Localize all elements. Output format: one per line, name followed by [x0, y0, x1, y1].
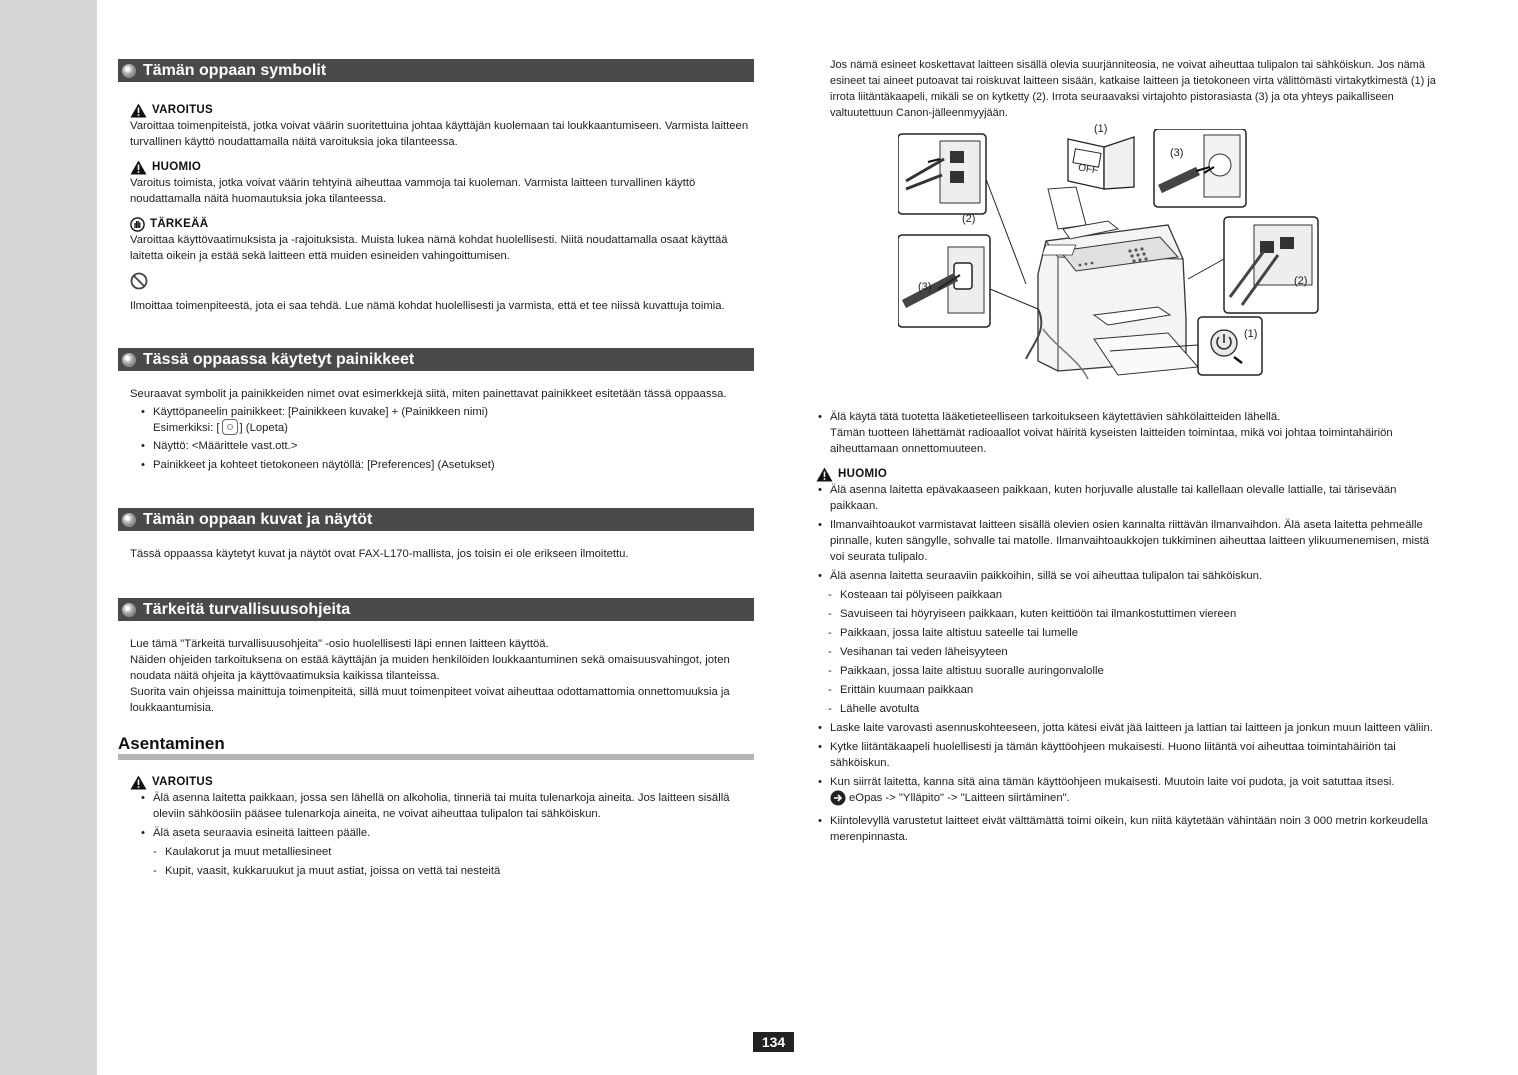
arrow-right-circle-icon [830, 790, 846, 806]
symbol-prohibited-block [130, 272, 754, 314]
symbol-caution-block [130, 159, 754, 207]
images-section-body [130, 546, 754, 562]
safety-section-body [130, 636, 754, 716]
list-item: • Älä asenna laitetta paikkaan, jossa sen lähellä on alkoholia, tinneriä tai muita tulenarkoja aineita. Jos laitteen sisällä oleviin sähköosiin pääsee tulenarkoja aineita, ne voivat aiheuttaa tulipalon tai sähköiskun. [141, 790, 754, 822]
caution-list [818, 482, 1436, 584]
caution-label: HUOMIO [816, 466, 1436, 482]
stop-button-icon [222, 419, 238, 435]
callout-label-1: (1) [1094, 123, 1108, 135]
dash-item: - Erittäin kuumaan paikkaan [816, 682, 1436, 698]
list-item: • Kiintolevyllä varustetut laitteet eivät välttämättä toimi oikein, kun niitä käytetään vähintään noin 3 000 metrin korkeudella merenpinnasta. [818, 813, 1436, 845]
list-item: • Ilmanvaihtoaukot varmistavat laitteen sisällä olevien osien kannalta riittävän ilmanvaihdon. Älä aseta laitetta pehmeälle pinnalle, kuten sängylle, sohvalle tai matolle. Ilmanvaihtoaukkojen tukkiminen aiheuttaa laitteen ylikuumenemisen, mistä voi seurata tulipalo. [818, 517, 1436, 565]
important-description: Varoittaa käyttövaatimuksista ja -rajoituksista. Muista lukea nämä kohdat huolellisesti. Niitä noudattamalla osaat käyttää laitetta oikein ja estää sekä laitteen että muiden esineiden vahingoittumisen. [130, 234, 728, 262]
buttons-intro: Seuraavat symbolit ja painikkeiden nimet ovat esimerkkejä siitä, miten painettavat painikkeet esitetään tässä oppaassa. [130, 388, 727, 400]
installation-warning-block [130, 774, 754, 879]
dash-item: - Paikkaan, jossa laite altistuu sateelle tai lumelle [816, 625, 1436, 641]
subsection-heading-installation: Asentaminen [118, 735, 754, 760]
page-margin-sidebar [0, 0, 97, 1075]
list-item: • Älä asenna laitetta seuraaviin paikkoihin, sillä se voi aiheuttaa tulipalon tai sähköiskun. [818, 568, 1436, 584]
section-header-buttons [118, 348, 754, 371]
section-header-safety [118, 598, 754, 621]
important-label: TÄRKEÄÄ [130, 216, 754, 232]
section-title: Tässä oppaassa käytetyt painikkeet [143, 350, 415, 368]
list-item: • Älä käytä tätä tuotetta lääketieteelliseen tarkoitukseen käytettävien sähkölaitteiden lähellä. Tämän tuotteen lähettämät radioaallot voivat häiritä kyseisten laitteiden toimintaa, mikä voi johtaa toimintahäiriön aiheuttamaan onnettomuuteen. [818, 409, 1436, 457]
dash-item: - Kupit, vaasit, kukkaruukut ja muut astiat, joissa on vettä tai nesteitä [141, 863, 754, 879]
section-header-symbols [118, 59, 754, 82]
safety-paragraph: Suorita vain ohjeissa mainittuja toimenpiteitä, sillä muut toimenpiteet voivat aiheuttaa odottamattomia onnettomuuksia ja loukkaantumisia. [130, 686, 730, 715]
right-column [816, 57, 1436, 845]
disconnect-illustration [898, 123, 1322, 391]
prohibited-icon [130, 272, 148, 290]
list-item: • Näyttö: <Määrittele vast.ott.> [141, 438, 754, 454]
symbol-warning-block [130, 102, 754, 150]
list-item: • Kytke liitäntäkaapeli huolellisesti ja tämän käyttöohjeen mukaisesti. Huono liitäntä voi aiheuttaa toimintahäiriön tai sähköiskun. [818, 739, 1436, 771]
fax-machine-illustration [898, 129, 1322, 391]
warning-label: VAROITUS [130, 102, 754, 118]
warning-label: VAROITUS [130, 774, 754, 790]
warning-continuation-text: Jos nämä esineet koskettavat laitteen sisällä olevia suurjänniteosia, ne voivat aiheuttaa tulipalon tai sähköiskun. Jos nämä esineet tai aineet putoavat tai roiskuvat laitteen sisään, katkaise laitteen ja tietokoneen virta välittömästi virtakytkimestä (1) ja irrota liitäntäkaapeli, mikäli se on kytketty (2). Irrota seuraavaksi virtajohto pistorasiasta (3) ja ota yhteys paikalliseen valtuutettuun Canon-jälleenmyyjään. [830, 59, 1436, 119]
eguide-reference-link[interactable]: eOpas -> "Ylläpito" -> "Laitteen siirtäminen". [830, 790, 1070, 806]
section-header-images [118, 508, 754, 531]
warning-triangle-icon [130, 103, 147, 118]
buttons-section-body [130, 386, 754, 473]
section-bullet-icon [122, 513, 136, 527]
list-item: • Käyttöpaneelin painikkeet: [Painikkeen kuvake] + (Painikkeen nimi) Esimerkiksi: [ ] (Lopeta) [141, 404, 754, 436]
buttons-list [141, 404, 754, 473]
warning-description: Varoittaa toimenpiteistä, jotka voivat väärin suoritettuina johtaa käyttäjän kuolemaan tai loukkaantumiseen. Varmista laitteen turvallinen käyttö noudattamalla näitä varoituksia joka tilanteessa. [130, 120, 749, 148]
dash-item: - Kosteaan tai pölyiseen paikkaan [816, 587, 1436, 603]
medical-warning-list [818, 409, 1436, 457]
callout-label-1: (1) [1244, 328, 1258, 340]
list-item: • Kun siirrät laitetta, kanna sitä aina tämän käyttöohjeen mukaisesti. Muutoin laite voi pudota, ja voit satuttaa itsesi. eOpas -> "Ylläpito" -> "Laitteen siirtäminen". [818, 774, 1436, 811]
section-bullet-icon [122, 64, 136, 78]
callout-label-3: (3) [1170, 147, 1184, 159]
callout-label-2: (2) [1294, 275, 1308, 287]
section-title: Tämän oppaan symbolit [143, 61, 327, 79]
list-item: • Älä aseta seuraavia esineitä laitteen päälle. [141, 825, 754, 841]
important-hand-icon [130, 217, 145, 232]
dash-item: - Vesihanan tai veden läheisyyteen [816, 644, 1436, 660]
dash-item: - Savuiseen tai höyryiseen paikkaan, kuten keittiöön tai ilmankostuttimen viereen [816, 606, 1436, 622]
prohibited-description: Ilmoittaa toimenpiteestä, jota ei saa tehdä. Lue nämä kohdat huolellisesti ja varmista, että et tee niissä kuvattuja toimia. [130, 300, 725, 312]
caution-block [816, 466, 1436, 845]
list-item: • Painikkeet ja kohteet tietokoneen näytöllä: [Preferences] (Asetukset) [141, 457, 754, 473]
page-number: 134 [753, 1032, 794, 1052]
left-column [118, 59, 754, 879]
symbol-important-block [130, 216, 754, 264]
safety-paragraph: Näiden ohjeiden tarkoituksena on estää käyttäjän ja muiden henkilöiden loukkaantuminen sekä omaisuusvahingot, joten noudata näitä ohjeita ja käyttövaatimuksia kaikissa tilanteissa. [130, 654, 730, 683]
section-title: Tärkeitä turvallisuusohjeita [143, 600, 351, 618]
dash-item: - Paikkaan, jossa laite altistuu suoralle auringonvalolle [816, 663, 1436, 679]
off-switch-text: OFF [1077, 162, 1099, 177]
warning-triangle-icon [130, 775, 147, 790]
list-item: • Älä asenna laitetta epävakaaseen paikkaan, kuten horjuvalle alustalle tai kallellaan olevalle lattialle, tai tärisevään paikkaan. [818, 482, 1436, 514]
safety-paragraph: Lue tämä "Tärkeitä turvallisuusohjeita" -osio huolellisesti läpi ennen laitteen käyttöä. [130, 638, 549, 651]
images-description: Tässä oppaassa käytetyt kuvat ja näytöt ovat FAX-L170-mallista, jos toisin ei ole erikseen ilmoitettu. [130, 548, 629, 561]
installation-warning-list [141, 790, 754, 841]
caution-label: HUOMIO [130, 159, 754, 175]
list-item: • Laske laite varovasti asennuskohteeseen, jotta kätesi eivät jää laitteen ja lattian tai laitteen ja jonkun muun laitteen väliin. [818, 720, 1436, 736]
caution-triangle-icon [816, 467, 833, 482]
section-bullet-icon [122, 603, 136, 617]
caution-list-continued [818, 720, 1436, 845]
caution-triangle-icon [130, 160, 147, 175]
section-bullet-icon [122, 353, 136, 367]
dash-item: - Kaulakorut ja muut metalliesineet [141, 844, 754, 860]
section-title: Tämän oppaan kuvat ja näytöt [143, 510, 373, 528]
callout-label-3: (3) [918, 281, 932, 293]
callout-label-2: (2) [962, 213, 976, 225]
dash-item: - Lähelle avotulta [816, 701, 1436, 717]
caution-description: Varoitus toimista, jotka voivat väärin tehtyinä aiheuttaa vammoja tai kuoleman. Varmista laitteen turvallinen käyttö noudattamalla näitä huomautuksia joka tilanteessa. [130, 177, 696, 205]
